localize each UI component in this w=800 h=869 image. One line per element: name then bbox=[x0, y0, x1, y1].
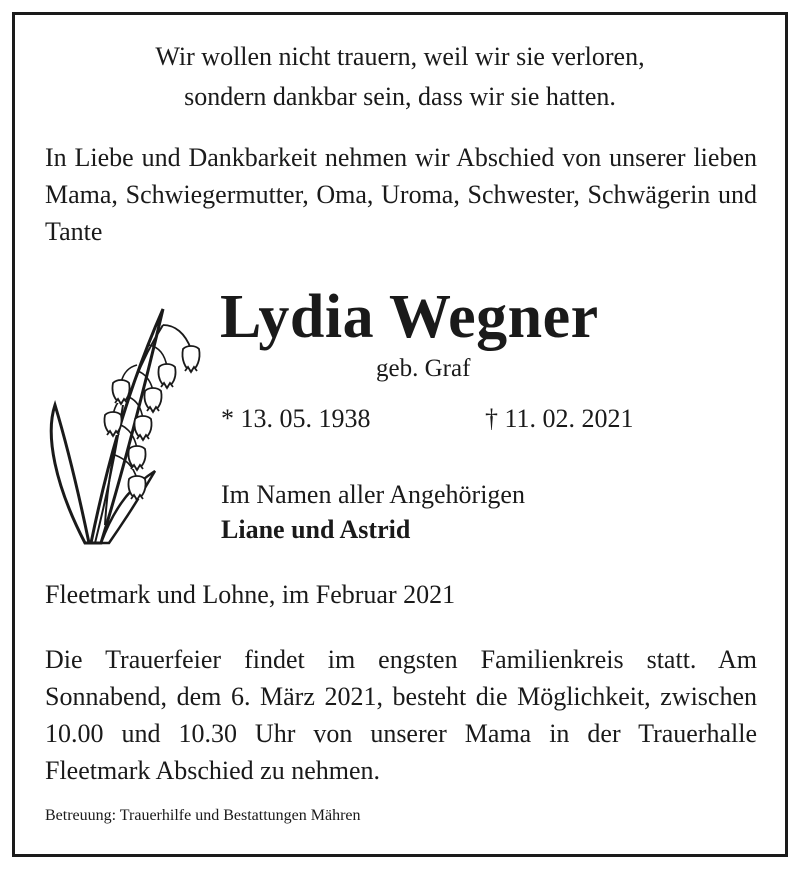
birth-date: * 13. 05. 1938 bbox=[221, 404, 371, 433]
motto-line-1: Wir wollen nicht trauern, weil wir sie verloren, bbox=[155, 42, 645, 71]
obituary-frame bbox=[12, 12, 788, 857]
intro-text: In Liebe und Dankbarkeit nehmen wir Abschied von unserer lieben Mama, Schwiegermutter, Oma, Uroma, Schwester, Schwägerin und Tante bbox=[45, 143, 757, 246]
death-date: † 11. 02. 2021 bbox=[485, 404, 634, 433]
signers: Liane und Astrid bbox=[221, 515, 411, 544]
on-behalf-line: Im Namen aller Angehörigen bbox=[221, 480, 525, 509]
maiden-name: geb. Graf bbox=[376, 355, 471, 382]
funeral-care-note: Betreuung: Trauerhilfe und Bestattungen Mähren bbox=[45, 807, 361, 824]
motto-line-2: sondern dankbar sein, dass wir sie hatten. bbox=[184, 82, 616, 111]
lily-of-the-valley-icon bbox=[45, 295, 205, 545]
service-info: Die Trauerfeier findet im engsten Familienkreis statt. Am Sonnabend, dem 6. März 2021, besteht die Möglichkeit, zwischen 10.00 und 10.30 Uhr von unserer Mama in der Trauerhalle Fleetmark Abschied zu nehmen. bbox=[45, 645, 757, 785]
deceased-name: Lydia Wegner bbox=[220, 283, 599, 351]
place-date: Fleetmark und Lohne, im Februar 2021 bbox=[45, 580, 456, 609]
motto bbox=[15, 37, 785, 117]
